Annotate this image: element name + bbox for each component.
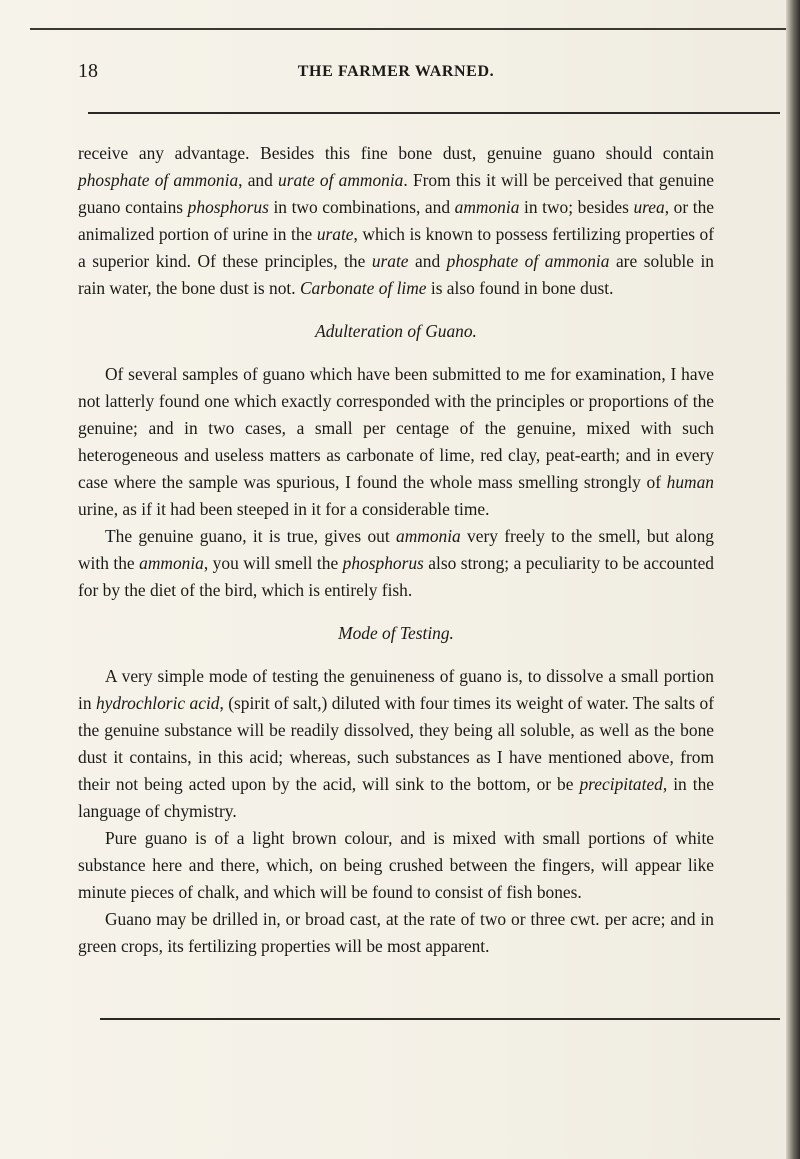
- paragraph-3: The genuine guano, it is true, gives out ammonia very freely to the smell, but along with the ammonia, you will smell the phosphorus also strong; a peculiarity to be accounted for by the diet of the bird, which is entirely fish.: [78, 526, 715, 600]
- paragraph-1: receive any advantage. Besides this fine bone dust, genuine guano should contain phosphate of ammonia, and urate of ammonia. From this it will be perceived that genuine guano contains phosphorus in two combinations, and ammonia in two; besides urea, or the animalized portion of urine in the urate, which is known to possess fertilizing properties of a superior kind. Of these principles, the urate and phosphate of ammonia are soluble in rain water, the bone dust is not. Carbonate of lime is also found in bone dust.: [78, 143, 714, 298]
- paragraph-6: Guano may be drilled in, or broad cast, at the rate of two or three cwt. per acre; and in green crops, its fertilizing properties will be most apparent.: [78, 909, 714, 956]
- paragraph-2: Of several samples of guano which have been submitted to me for examination, I have not latterly found one which exactly corresponded with the principles or proportions of the genuine; and in two cases, a small per centage of the genuine, mixed with such heterogeneous and useless matters as carbonate of lime, red clay, peat-earth; and in every case where the sample was spurious, I found the whole mass smelling strongly of human urine, as if it had been steeped in it for a considerable time.: [78, 364, 714, 519]
- page-header: [78, 60, 714, 88]
- paragraph-4: A very simple mode of testing the genuineness of guano is, to dissolve a small portion in hydrochloric acid, (spirit of salt,) diluted with four times its weight of water. The salts of the genuine substance will be readily dissolved, they being all soluble, as well as the bone dust it contains, in this acid; whereas, such substances as I have mentioned above, from their not being acted upon by the acid, will sink to the bottom, or be precipitated, in the language of chymistry.: [78, 666, 715, 821]
- section-heading-adulteration: Adulteration of Guano.: [315, 321, 477, 341]
- header-rule: [88, 112, 780, 114]
- paragraph-5: Pure guano is of a light brown colour, and is mixed with small portions of white substance here and there, which, on being crushed between the fingers, will appear like minute pieces of chalk, and which will be found to consist of fish bones.: [78, 828, 714, 902]
- section-heading-testing: Mode of Testing.: [338, 623, 454, 643]
- page-edge-shadow: [786, 0, 800, 1159]
- top-border-rule: [30, 28, 786, 30]
- page-number: 18: [78, 60, 98, 82]
- bottom-rule: [100, 1018, 780, 1020]
- running-head: THE FARMER WARNED.: [297, 63, 495, 80]
- body-text: [78, 140, 714, 960]
